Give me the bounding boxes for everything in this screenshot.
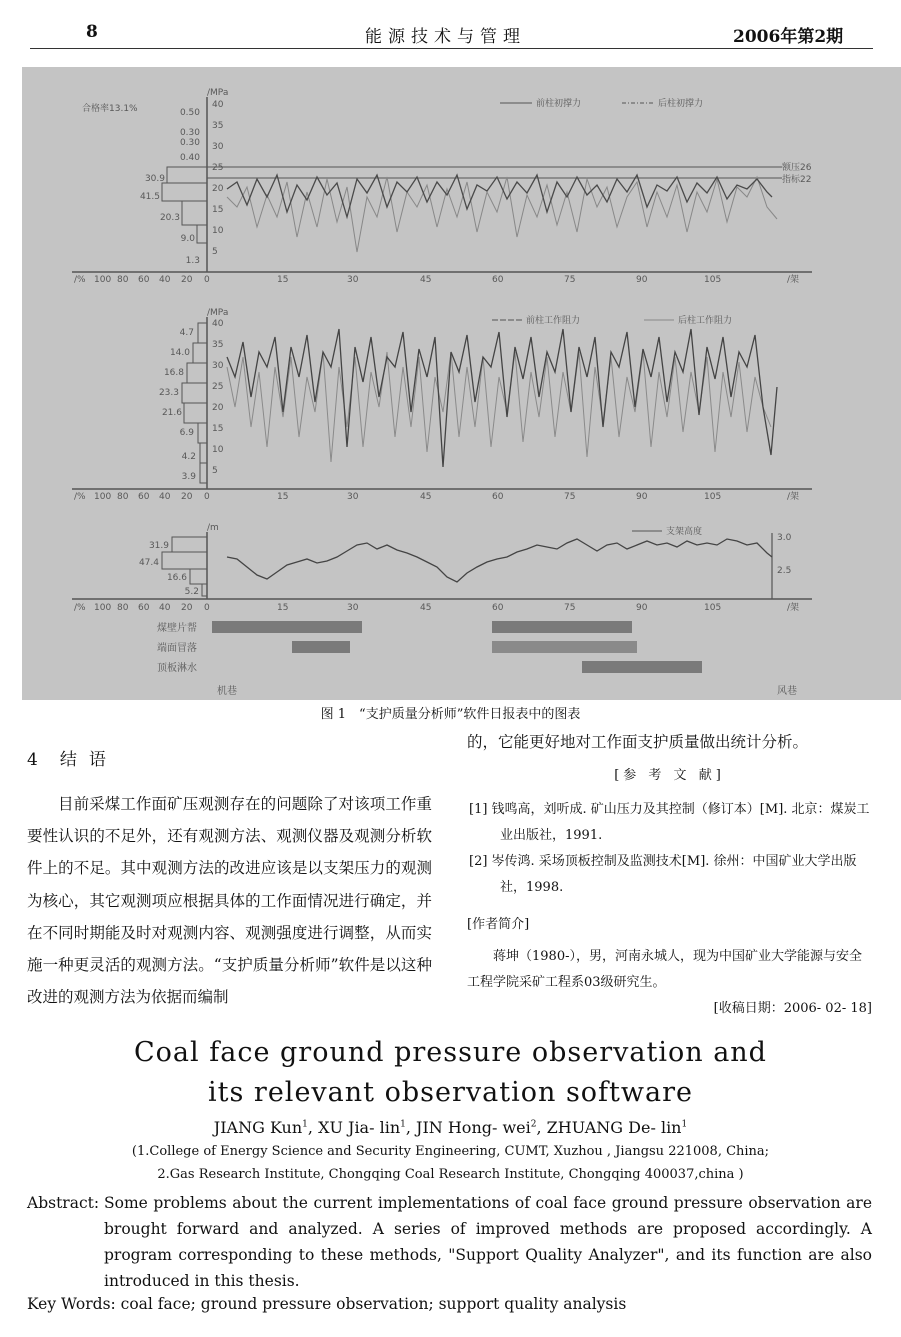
svg-text:100: 100 <box>94 492 112 502</box>
chart-1-ref-lower: 指标22 <box>782 175 812 185</box>
received-date: [收稿日期：2006- 02- 18] <box>713 1001 872 1016</box>
event-bar <box>212 621 362 633</box>
section-heading <box>27 745 432 770</box>
svg-text:4.7: 4.7 <box>179 328 194 338</box>
svg-text:75: 75 <box>564 603 576 613</box>
svg-text:31.9: 31.9 <box>148 541 169 551</box>
svg-text:5: 5 <box>212 466 218 476</box>
svg-text:90: 90 <box>636 275 648 285</box>
svg-text:10: 10 <box>212 226 224 236</box>
svg-text:30.9: 30.9 <box>144 174 165 184</box>
svg-text:15: 15 <box>212 205 224 215</box>
svg-text:后柱初撑力: 后柱初撑力 <box>658 99 704 109</box>
svg-text:20: 20 <box>212 403 224 413</box>
chart-2 <box>72 308 812 502</box>
svg-text:15: 15 <box>277 275 289 285</box>
svg-text:/%: /% <box>74 492 86 502</box>
svg-text:60: 60 <box>138 492 150 502</box>
svg-text:30: 30 <box>347 275 359 285</box>
author-name: ZHUANG De- lin <box>546 1118 682 1137</box>
chart-3-series-height <box>227 539 772 582</box>
reference-item: [2] 岑传鸿. 采场顶板控制及监测技术[M]. 徐州：中国矿业大学出版社，1998. <box>469 854 857 895</box>
svg-text:60: 60 <box>492 492 504 502</box>
svg-text:105: 105 <box>704 603 722 613</box>
svg-text:0.30: 0.30 <box>179 128 200 138</box>
svg-text:20: 20 <box>181 275 193 285</box>
svg-text:60: 60 <box>492 603 504 613</box>
issue-label: 2006年第2期 <box>733 27 844 47</box>
chart-1-pct-labels <box>140 108 200 266</box>
svg-text:1.3: 1.3 <box>185 256 200 266</box>
svg-text:9.0: 9.0 <box>180 234 195 244</box>
svg-text:40: 40 <box>159 603 171 613</box>
svg-text:16.8: 16.8 <box>163 368 184 378</box>
chart-2-x-axis <box>74 490 799 502</box>
chart-3-y-tick-top: 3.0 <box>777 533 792 543</box>
author-bio: 蒋坤（1980-），男，河南永城人，现为中国矿业大学能源与安全工程学院采矿工程系03级研究生。 <box>467 949 862 990</box>
svg-text:23.3: 23.3 <box>158 388 179 398</box>
event-bar <box>492 641 637 653</box>
figure-1-chart <box>22 67 901 700</box>
svg-text:前柱初撑力: 前柱初撑力 <box>536 99 582 109</box>
event-bar <box>292 641 350 653</box>
svg-text:0.40: 0.40 <box>179 153 200 163</box>
svg-text:60: 60 <box>138 275 150 285</box>
bottom-label-right: 风巷 <box>777 686 797 697</box>
svg-text:40: 40 <box>212 100 224 110</box>
chart-1-series-front <box>227 175 772 217</box>
chart-1-histogram <box>159 167 207 243</box>
svg-text:15: 15 <box>277 603 289 613</box>
svg-text:45: 45 <box>420 492 432 502</box>
left-column <box>27 745 432 1013</box>
svg-text:20: 20 <box>181 603 193 613</box>
svg-text:前柱工作阻力: 前柱工作阻力 <box>526 316 581 326</box>
svg-text:100: 100 <box>94 275 112 285</box>
svg-text:5.2: 5.2 <box>184 587 199 597</box>
svg-text:5: 5 <box>212 247 218 257</box>
chart-2-legend <box>492 314 732 326</box>
svg-text:35: 35 <box>212 121 224 131</box>
svg-text:47.4: 47.4 <box>138 558 159 568</box>
english-title-line-2: its relevant observation software <box>208 1077 693 1108</box>
header-rule <box>30 48 873 49</box>
event-row-label: 端面冒落 <box>157 643 197 654</box>
affiliation-2: 2.Gas Research Institute, Chongqing Coal Research Institute, Chongqing 400037,china ) <box>157 1167 744 1182</box>
svg-text:0: 0 <box>204 492 210 502</box>
chart-2-pct-labels <box>159 328 196 482</box>
svg-text:30: 30 <box>212 361 224 371</box>
author-name: JIN Hong- wei <box>416 1118 531 1137</box>
svg-text:后柱工作阻力: 后柱工作阻力 <box>678 316 733 326</box>
svg-text:15: 15 <box>277 492 289 502</box>
event-bar <box>492 621 632 633</box>
svg-text:0.30: 0.30 <box>179 138 200 148</box>
svg-text:80: 80 <box>117 492 129 502</box>
conclusion-continuation: 的，它能更好地对工作面支护质量做出统计分析。 <box>467 733 809 751</box>
keywords: Key Words: coal face; ground pressure observation; support quality analysis <box>27 1295 627 1313</box>
abstract-label: Abstract: <box>27 1194 100 1212</box>
event-row-label: 顶板淋水 <box>157 663 197 674</box>
svg-text:80: 80 <box>117 275 129 285</box>
svg-text:105: 105 <box>704 275 722 285</box>
svg-text:40: 40 <box>159 492 171 502</box>
figure-caption: 图 1 “支护质量分析师”软件日报表中的图表 <box>320 707 581 722</box>
author-name: XU Jia- lin <box>318 1118 401 1137</box>
page-header <box>0 14 901 48</box>
section-title: 结语 <box>59 750 118 770</box>
chart-3-legend <box>632 525 702 537</box>
svg-text:30: 30 <box>212 142 224 152</box>
abstract <box>27 1190 872 1294</box>
chart-2-y-ticks <box>212 319 224 476</box>
chart-1-x-axis <box>74 273 799 285</box>
event-row-label: 煤壁片帮 <box>157 623 197 634</box>
author-name: JIANG Kun <box>213 1118 303 1137</box>
chart-1-rate-label: 合格率13.1% <box>82 104 138 114</box>
page-number: 8 <box>86 22 98 42</box>
chart-3 <box>72 523 812 613</box>
svg-text:20: 20 <box>212 184 224 194</box>
references-heading: [参 考 文 献] <box>614 768 725 783</box>
svg-text:40: 40 <box>212 319 224 329</box>
chart-1-ref-upper: 额压26 <box>782 163 812 173</box>
chart-2-series-front <box>227 329 777 467</box>
event-bar <box>582 661 702 673</box>
chart-2-unit: /MPa <box>207 308 229 318</box>
svg-text:/架: /架 <box>787 603 800 613</box>
svg-text:4.2: 4.2 <box>181 452 196 462</box>
english-title-line-1: Coal face ground pressure observation and <box>134 1037 767 1068</box>
abstract-text: Some problems about the current implementations of coal face ground pressure observation are brought forward and analyzed. A series of improved methods are proposed accordingly. A program corresponding to these methods, "Support Quality Analyzer", and its function are also introduced in this thesis. <box>104 1194 872 1290</box>
svg-text:6.9: 6.9 <box>179 428 194 438</box>
chart-3-x-axis <box>74 601 799 613</box>
svg-text:35: 35 <box>212 340 224 350</box>
svg-text:90: 90 <box>636 603 648 613</box>
svg-text:3.9: 3.9 <box>181 472 196 482</box>
svg-text:105: 105 <box>704 492 722 502</box>
figure-1 <box>22 67 901 700</box>
chart-1-unit: /MPa <box>207 88 229 98</box>
svg-text:25: 25 <box>212 163 224 173</box>
svg-text:40: 40 <box>159 275 171 285</box>
svg-text:/架: /架 <box>787 492 800 502</box>
bottom-label-left: 机巷 <box>217 686 237 697</box>
chart-3-y-tick-bottom: 2.5 <box>777 566 792 576</box>
svg-text:41.5: 41.5 <box>139 192 160 202</box>
svg-text:/%: /% <box>74 275 86 285</box>
svg-text:75: 75 <box>564 492 576 502</box>
svg-text:30: 30 <box>347 492 359 502</box>
svg-text:45: 45 <box>420 275 432 285</box>
svg-text:60: 60 <box>138 603 150 613</box>
svg-text:90: 90 <box>636 492 648 502</box>
svg-text:45: 45 <box>420 603 432 613</box>
svg-text:0: 0 <box>204 275 210 285</box>
svg-text:25: 25 <box>212 382 224 392</box>
author-heading: [作者简介] <box>467 917 530 932</box>
chart-1 <box>72 88 812 285</box>
chart-3-unit: /m <box>207 523 219 533</box>
svg-text:支架高度: 支架高度 <box>666 527 703 537</box>
svg-text:100: 100 <box>94 603 112 613</box>
event-rows <box>157 621 797 697</box>
svg-text:15: 15 <box>212 424 224 434</box>
section-number: 4 <box>27 750 38 770</box>
svg-text:/%: /% <box>74 603 86 613</box>
svg-text:75: 75 <box>564 275 576 285</box>
svg-text:16.6: 16.6 <box>166 573 187 583</box>
svg-text:80: 80 <box>117 603 129 613</box>
svg-text:20.3: 20.3 <box>159 213 180 223</box>
conclusion-paragraph: 目前采煤工作面矿压观测存在的问题除了对该项工作重要性认识的不足外，还有观测方法、观测仪器及观测分析软件上的不足。其中观测方法的改进应该是以支架压力的观测为核心，其它观测项应根据具体的工作面情况进行确定，并在不同时期能及时对观测内容、观测强度进行调整，从而实施一种更灵活的观测方法。“支护质量分析师”软件是以这种改进的观测方法为依据而编制 <box>27 795 432 1007</box>
svg-text:30: 30 <box>347 603 359 613</box>
reference-item: [1] 钱鸣高，刘听成. 矿山压力及其控制（修订本）[M]. 北京：煤炭工业出版社，1991. <box>469 802 870 843</box>
svg-text:20: 20 <box>181 492 193 502</box>
affiliation-1: (1.College of Energy Science and Security Engineering, CUMT, Xuzhou , Jiangsu 221008, China; <box>131 1144 770 1159</box>
journal-name: 能源技术与管理 <box>365 27 526 47</box>
svg-text:10: 10 <box>212 445 224 455</box>
svg-text:14.0: 14.0 <box>169 348 190 358</box>
svg-text:21.6: 21.6 <box>161 408 182 418</box>
svg-text:60: 60 <box>492 275 504 285</box>
author-list: JIANG Kun$^1$, XU Jia- lin$^1$, JIN Hong- wei$^2$, ZHUANG De- lin$^1$ <box>213 1118 688 1137</box>
right-column <box>467 728 872 1022</box>
svg-text:/架: /架 <box>787 275 800 285</box>
chart-2-series-rear <box>227 352 771 462</box>
svg-text:0.50: 0.50 <box>179 108 200 118</box>
english-title <box>0 1033 901 1113</box>
chart-1-legend <box>500 97 703 109</box>
svg-text:0: 0 <box>204 603 210 613</box>
